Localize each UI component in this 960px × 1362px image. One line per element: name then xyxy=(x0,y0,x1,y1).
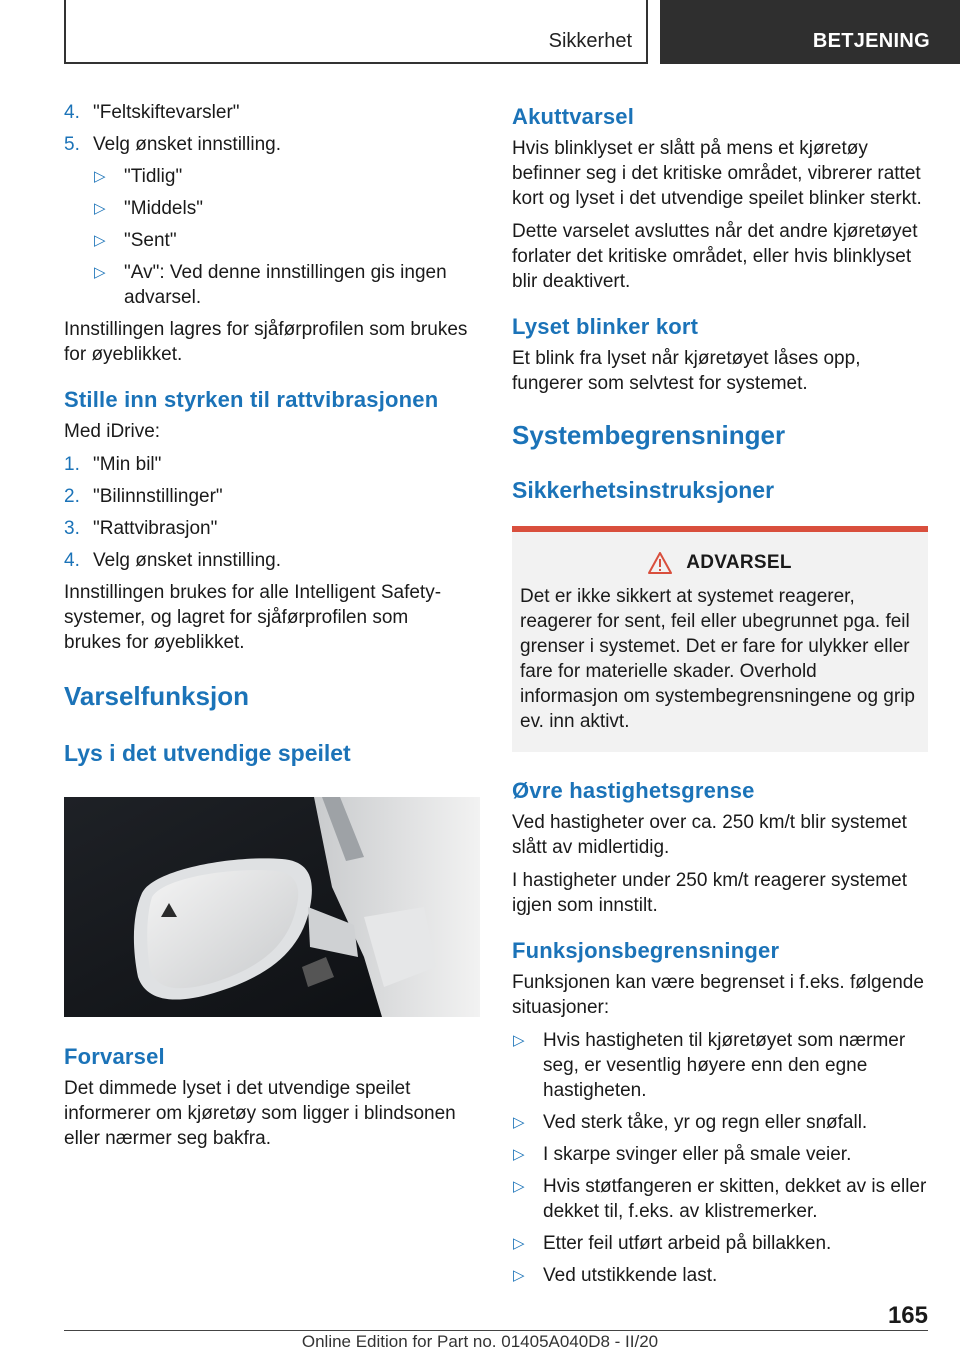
list-number: 2. xyxy=(64,486,80,507)
list-number: 4. xyxy=(64,550,80,571)
list-text: "Bilinnstillinger" xyxy=(93,486,223,507)
mirror-image xyxy=(64,797,480,1017)
header-section-box xyxy=(64,0,648,64)
list-text: "Rattvibrasjon" xyxy=(93,518,218,539)
list-item xyxy=(64,452,468,477)
list-text: "Tidlig" xyxy=(124,166,183,187)
triangle-bullet-icon: ▷ xyxy=(513,1114,525,1131)
list-number: 3. xyxy=(64,518,80,539)
paragraph: Hvis blinklyset er slått på mens et kjøretøy befinner seg i det kritiske området, vibrerer rattet kort og lyset i det utvendige speilet blinker sterkt. xyxy=(512,138,922,209)
left-column xyxy=(64,100,468,767)
list-text: Hvis støtfangeren er skitten, dekket av is eller dekket til, f.eks. av klistremerker. xyxy=(543,1176,927,1222)
list-item xyxy=(512,1263,928,1288)
heading-sikkerhetsinstruksjoner: Sikkerhetsinstruksjoner xyxy=(512,477,775,503)
list-item xyxy=(93,228,468,253)
paragraph: Det dimmede lyset i det utvendige speilet informerer om kjøretøy som ligger i blindsonen eller nærmer seg bakfra. xyxy=(64,1078,456,1149)
warning-text: Det er ikke sikkert at systemet reagerer, reagerer for sent, feil eller ubegrunnet pga. feil grenser i systemet. Det er fare for ulykker eller fare for materielle skader. Overhold informasjon om systembegrensningene og grip ev. inn aktivt. xyxy=(520,586,915,732)
list-item xyxy=(64,132,468,157)
list-text: Velg ønsket innstilling. xyxy=(93,134,281,155)
list-item xyxy=(93,260,468,310)
list-text: Velg ønsket innstilling. xyxy=(93,550,281,571)
list-text: Etter feil utført arbeid på billakken. xyxy=(543,1233,832,1254)
heading-funksjonsbegrensninger: Funksjonsbegrensninger xyxy=(512,938,780,963)
triangle-bullet-icon: ▷ xyxy=(513,1267,525,1284)
triangle-bullet-icon: ▷ xyxy=(94,168,106,185)
list-item xyxy=(512,1110,928,1135)
heading-lyset-blinker: Lyset blinker kort xyxy=(512,314,699,339)
list-item xyxy=(64,548,468,573)
triangle-bullet-icon: ▷ xyxy=(513,1178,525,1195)
paragraph: Innstillingen brukes for alle Intelligent Safety-systemer, og lagret for sjåførprofilen som brukes for øyeblikket. xyxy=(64,582,442,653)
page-number: 165 xyxy=(887,1302,928,1329)
heading-systembegrensninger: Systembegrensninger xyxy=(512,420,786,450)
header-chapter-tab xyxy=(660,0,960,64)
triangle-bullet-icon: ▷ xyxy=(513,1032,525,1049)
footer-edition: Online Edition for Part no. 01405A040D8 - II/20 xyxy=(301,1332,659,1351)
list-item xyxy=(512,1028,928,1103)
warning-title: ADVARSEL xyxy=(686,552,792,573)
heading-vibration: Stille inn styrken til rattvibrasjonen xyxy=(64,387,439,412)
paragraph: Dette varselet avsluttes når det andre kjøretøyet forlater det kritiske området, eller hvis blinklyset blir deaktivert. xyxy=(512,221,918,292)
triangle-bullet-icon: ▷ xyxy=(94,264,106,281)
heading-lys: Lys i det utvendige speilet xyxy=(64,740,351,766)
triangle-bullet-icon: ▷ xyxy=(94,232,106,249)
warning-triangle-icon xyxy=(648,552,672,574)
list-item xyxy=(512,1231,928,1256)
list-text: "Middels" xyxy=(124,198,203,219)
list-item xyxy=(512,1174,928,1224)
paragraph: Innstillingen lagres for sjåførprofilen som brukes for øyeblikket. xyxy=(64,319,468,365)
list-item xyxy=(93,196,468,221)
list-number: 4. xyxy=(64,102,80,123)
list-text: Ved sterk tåke, yr og regn eller snøfall. xyxy=(543,1112,868,1133)
header-chapter-title: BETJENING xyxy=(812,30,930,52)
footer-divider xyxy=(64,1330,928,1331)
list-text: "Feltskiftevarsler" xyxy=(93,102,240,123)
warning-header xyxy=(520,552,920,574)
list-text: Ved utstikkende last. xyxy=(543,1265,718,1286)
paragraph: Med iDrive: xyxy=(64,421,161,442)
triangle-bullet-icon: ▷ xyxy=(513,1235,525,1252)
list-text: "Min bil" xyxy=(93,454,162,475)
list-item xyxy=(93,164,468,189)
heading-akuttvarsel: Akuttvarsel xyxy=(512,104,635,129)
heading-forvarsel: Forvarsel xyxy=(64,1044,165,1069)
list-number: 5. xyxy=(64,134,80,155)
triangle-bullet-icon: ▷ xyxy=(94,200,106,217)
paragraph: Funksjonen kan være begrenset i f.eks. følgende situasjoner: xyxy=(512,972,924,1018)
heading-varselfunksjon: Varselfunksjon xyxy=(64,681,249,711)
list-item xyxy=(64,516,468,541)
paragraph: Ved hastigheter over ca. 250 km/t blir systemet slått av midlertidig. xyxy=(512,812,907,858)
paragraph: I hastigheter under 250 km/t reagerer systemet igjen som innstilt. xyxy=(512,870,907,916)
right-column xyxy=(512,100,928,1295)
list-text: "Sent" xyxy=(124,230,177,251)
side-mirror-illustration xyxy=(64,797,480,1017)
warning-box xyxy=(512,526,928,752)
list-text: Hvis hastigheten til kjøretøyet som nærmer seg, er vesentlig høyere enn den egne hastigheten. xyxy=(543,1030,906,1101)
list-number: 1. xyxy=(64,454,80,475)
header-section-title: Sikkerhet xyxy=(548,30,632,52)
left-column-bottom xyxy=(64,1044,468,1159)
triangle-bullet-icon: ▷ xyxy=(513,1146,525,1163)
heading-ovre-hastighetsgrense: Øvre hastighetsgrense xyxy=(512,778,755,803)
list-text: "Av": Ved denne innstillingen gis ingen advarsel. xyxy=(124,262,447,308)
list-item xyxy=(64,100,468,125)
paragraph: Et blink fra lyset når kjøretøyet låses opp, fungerer som selvtest for systemet. xyxy=(512,348,861,394)
list-item xyxy=(64,484,468,509)
list-text: I skarpe svinger eller på smale veier. xyxy=(543,1144,852,1165)
list-item xyxy=(512,1142,928,1167)
